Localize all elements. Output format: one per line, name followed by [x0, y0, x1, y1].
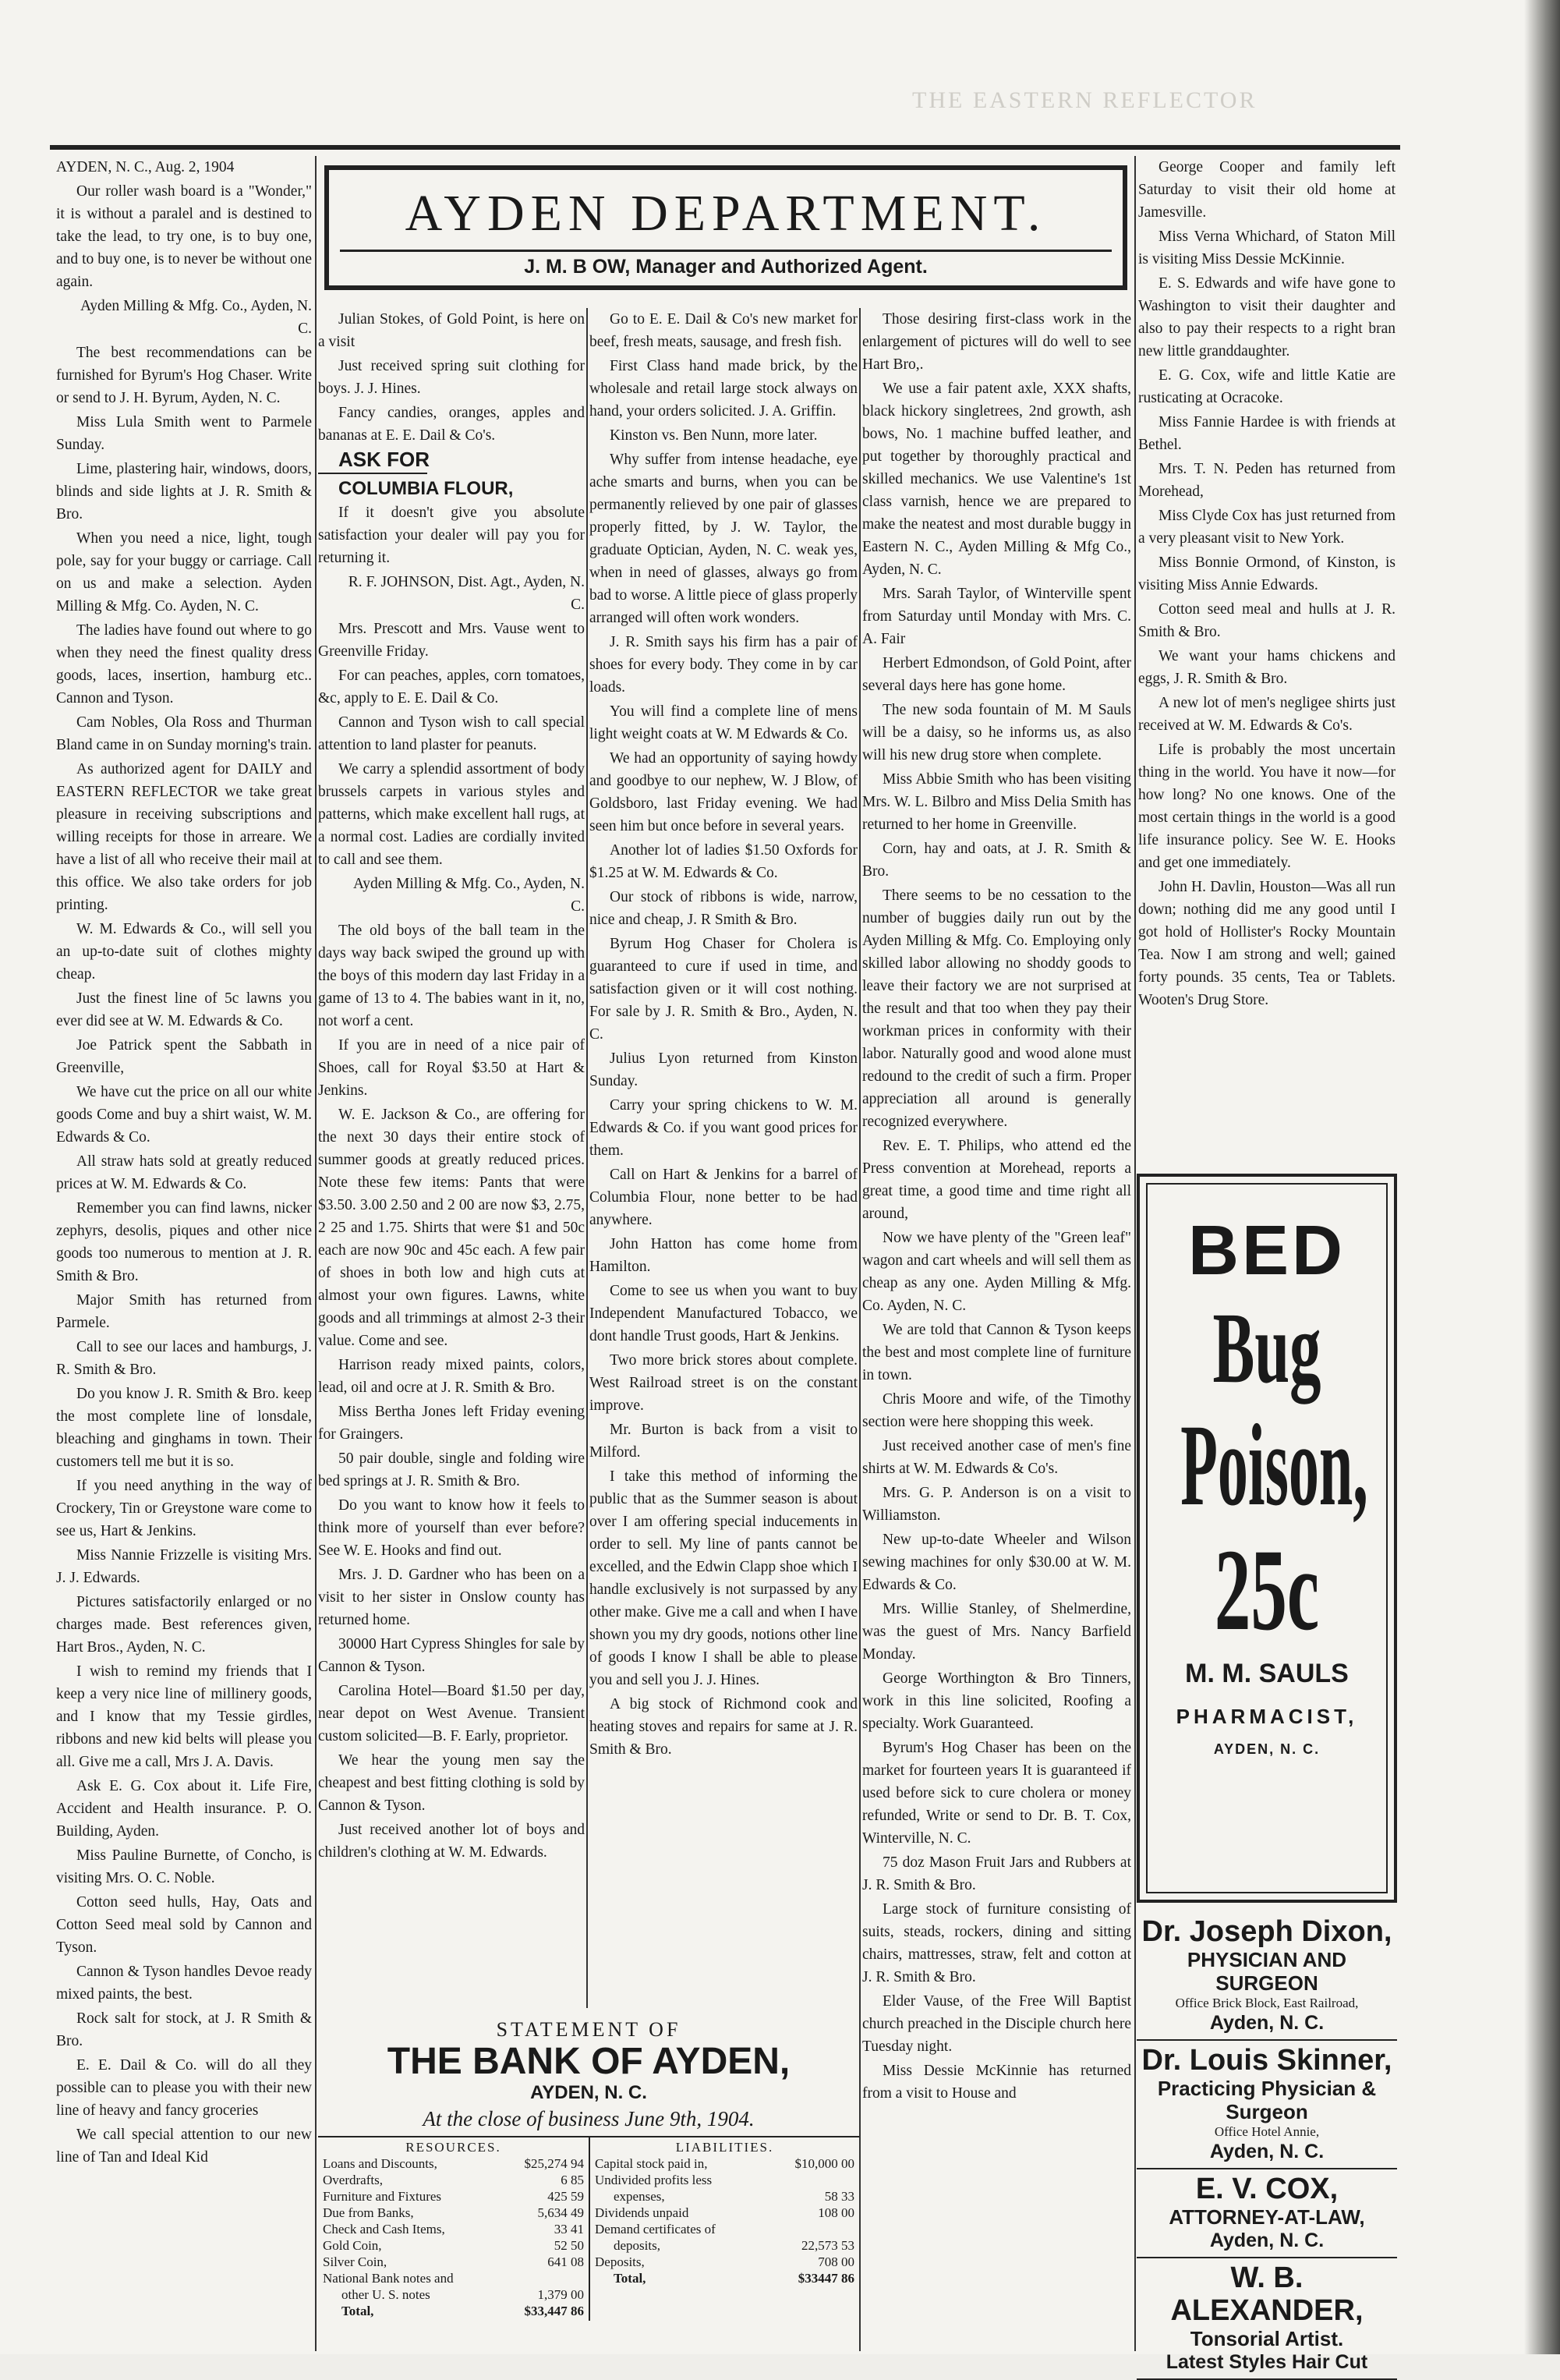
bed-bug-poison-ad	[1137, 1174, 1397, 1903]
bank-table	[318, 2136, 859, 2321]
news-item: Miss Bonnie Ormond, of Kinston, is visiting Miss Annie Edwards.	[1138, 554, 1396, 593]
table-row	[323, 2270, 584, 2286]
news-item: Call to see our laces and hamburgs, J. R. Smith & Bro.	[56, 1339, 312, 1378]
row-label: Due from Banks,	[323, 2205, 414, 2220]
row-amount: 52 50	[554, 2238, 584, 2253]
row-amount: 5,634 49	[537, 2205, 584, 2220]
row-amount: $10,000 00	[794, 2156, 854, 2171]
news-item: There seems to be no cessation to the number of buggies daily run out by the Ayden Milling & Mfg. Co. Employing only skilled labor allowing no shoddy goods to leave their factory we are not surprised at the result and that too when they pay their workman prices in conformity with their labor. Naturally good and wood alone must redound to the credit of such a firm. Proper appreciation all around is generally recognized everywhere.	[862, 887, 1131, 1130]
news-item: Fancy candies, oranges, apples and bananas at E. E. Dail & Co's.	[318, 405, 585, 444]
column-4	[862, 308, 1131, 2339]
table-row	[323, 2155, 584, 2172]
news-item: Lime, plastering hair, windows, doors, blinds and side lights at J. R. Smith & Bro.	[56, 461, 312, 522]
news-item: Elder Vause, of the Free Will Baptist church preached in the Disciple church here Tuesday night.	[862, 1993, 1131, 2055]
column-rule	[859, 308, 861, 2351]
row-label: National Bank notes and	[323, 2271, 454, 2286]
news-item: Mrs. Sarah Taylor, of Winterville spent from Saturday until Monday with Mrs. C. A. Fair	[862, 586, 1131, 647]
news-item: All straw hats sold at greatly reduced prices at W. M. Edwards & Co.	[56, 1153, 312, 1192]
news-item: We hear the young men say the cheapest and best fitting clothing is sold by Cannon & Tyson.	[318, 1752, 585, 1814]
news-item: Mrs. G. P. Anderson is on a visit to Williamston.	[862, 1485, 1131, 1524]
news-item: Chris Moore and wife, of the Timothy section were here shopping this week.	[862, 1391, 1131, 1430]
news-item: Two more brick stores about complete. West Railroad street is on the constant improve.	[589, 1352, 858, 1414]
bank-statement	[318, 2015, 859, 2354]
news-item: The ladies have found out where to go when they need the finest quality dress goods, laces, insertion, hamburg etc.. Cannon and Tyson.	[56, 622, 312, 707]
news-item: Pictures satisfactorily enlarged or no charges made. Best references given, Hart Bros., Ayden, N. C.	[56, 1594, 312, 1656]
masthead-rule	[340, 250, 1112, 252]
news-item: Our roller wash board is a "Wonder," it is without a paralel and is destined to take the lead, to try one, is to buy one, and to buy one, is to never be without one again.	[56, 183, 312, 290]
table-row	[323, 2172, 584, 2188]
news-item: If you need anything in the way of Crockery, Tin or Greystone ware come to see us, Hart & Jenkins.	[56, 1478, 312, 1539]
news-item: Herbert Edmondson, of Gold Point, after several days here has gone home.	[862, 655, 1131, 694]
news-item: We are told that Cannon & Tyson keeps the best and most complete line of furniture in town.	[862, 1322, 1131, 1383]
liabilities-column	[589, 2137, 859, 2321]
resources-column	[318, 2137, 589, 2321]
masthead	[324, 165, 1127, 290]
row-label: Check and Cash Items,	[323, 2222, 445, 2237]
news-item: E. G. Cox, wife and little Katie are rusticating at Ocracoke.	[1138, 367, 1396, 406]
row-amount: 22,573 53	[801, 2238, 854, 2253]
row-amount: 58 33	[824, 2189, 854, 2204]
news-item: Corn, hay and oats, at J. R. Smith & Bro.	[862, 841, 1131, 880]
news-item: Mrs. T. N. Peden has returned from Morehead,	[1138, 461, 1396, 500]
row-label: Capital stock paid in,	[595, 2156, 708, 2171]
news-item: Miss Bertha Jones left Friday evening for Graingers.	[318, 1404, 585, 1443]
news-item: New up-to-date Wheeler and Wilson sewing machines for only $30.00 at W. M. Edwards & Co.	[862, 1532, 1131, 1593]
news-item: R. F. JOHNSON, Dist. Agt., Ayden, N. C.	[348, 574, 585, 613]
row-label: other U. S. notes	[341, 2287, 430, 2302]
news-item: George Worthington & Bro Tinners, work in this line solicited, Roofing a specialty. Work Guaranteed.	[862, 1670, 1131, 1732]
news-item: Do you want to know how it feels to think more of yourself than ever before? See W. E. Hooks and find out.	[318, 1497, 585, 1559]
news-item: Miss Nannie Frizzelle is visiting Mrs. J. J. Edwards.	[56, 1547, 312, 1586]
row-label: Undivided profits less	[595, 2173, 713, 2187]
business-card	[1137, 2169, 1397, 2258]
table-row	[323, 2205, 584, 2221]
row-amount: 641 08	[547, 2254, 584, 2269]
news-item: Cotton seed hulls, Hay, Oats and Cotton Seed meal sold by Cannon and Tyson.	[56, 1894, 312, 1956]
news-item: Those desiring first-class work in the enlargement of pictures will do well to see Hart Bro,.	[862, 311, 1131, 373]
news-item: If it doesn't give you absolute satisfaction your dealer will pay you for returning it.	[318, 505, 585, 566]
total-row	[595, 2270, 854, 2286]
news-item: Julian Stokes, of Gold Point, is here on a visit	[318, 311, 585, 350]
news-item: I take this method of informing the public that as the Summer season is about over I am offering special inducements in order to sell. My line of pants cannot be excelled, and the Edwin Clapp shoe which I handle exclusively is not surpassed by any other make. Give me a call and when I have shown you my dry goods, notions other line of goods I know I shall be able to please you and sell you J. J. Hines.	[589, 1468, 858, 1688]
column-1	[56, 156, 312, 2339]
news-item: We want your hams chickens and eggs, J. R. Smith & Bro.	[1138, 648, 1396, 687]
news-item: Just received another lot of boys and children's clothing at W. M. Edwards.	[318, 1822, 585, 1861]
news-item: A new lot of men's negligee shirts just received at W. M. Edwards & Co's.	[1138, 695, 1396, 734]
row-amount: 108 00	[818, 2205, 854, 2220]
row-label: Deposits,	[595, 2254, 645, 2269]
news-item: First Class hand made brick, by the wholesale and retail large stock always on hand, your orders solicited. J. A. Griffin.	[589, 358, 858, 420]
news-item: Kinston vs. Ben Nunn, more later.	[610, 427, 818, 444]
bank-name: THE BANK OF AYDEN,	[387, 2041, 791, 2082]
news-item: Carry your spring chickens to W. M. Edwards & Co. if you want good prices for them.	[589, 1097, 858, 1159]
table-row	[323, 2221, 584, 2237]
news-item: Just received spring suit clothing for boys. J. J. Hines.	[318, 358, 585, 397]
news-item: W. M. Edwards & Co., will sell you an up-to-date suit of clothes mighty cheap.	[56, 921, 312, 983]
news-item: A big stock of Richmond cook and heating stoves and repairs for same at J. R. Smith & Bro.	[589, 1696, 858, 1758]
news-item: Large stock of furniture consisting of suits, steads, rockers, dining and sitting chairs, mattresses, straw, felt and cotton at J. R. Smith & Bro.	[862, 1901, 1131, 1985]
news-item: Carolina Hotel—Board $1.50 per day, near depot on West Avenue. Transient custom solicited—B. F. Early, proprietor.	[318, 1683, 585, 1744]
card-name: Dr. Louis Skinner,	[1141, 2044, 1392, 2077]
news-item: Mrs. Prescott and Mrs. Vause went to Greenville Friday.	[318, 621, 585, 660]
card-title: PHYSICIAN AND SURGEON	[1187, 1948, 1347, 1995]
news-item: Cam Nobles, Ola Ross and Thurman Bland came in on Sunday morning's train.	[56, 714, 312, 753]
column-rule	[1134, 156, 1136, 2351]
table-row	[323, 2237, 584, 2254]
news-item: Cotton seed meal and hulls at J. R. Smith & Bro.	[1138, 601, 1396, 640]
news-item: W. E. Jackson & Co., are offering for the next 30 days their entire stock of summer goods at greatly reduced prices. Note these few items: Pants that were $3.50. 3.00 2.50 and 2 00 are now $3, 2.75, 2 25 and 1.75. Shirts that were $1 and 50c each are now 90c and 45c each. A few pair of shoes in both low and high cuts at almost your own figures. Lawns, white goods and all trimmings at almost 2-3 their value. Come and see.	[318, 1107, 585, 1349]
business-cards	[1137, 1912, 1397, 2373]
news-item: The new soda fountain of M. M Sauls will be a daisy, so he informs us, as also will his new drug store when complete.	[862, 702, 1131, 763]
news-item: Miss Pauline Burnette, of Concho, is visiting Mrs. O. C. Noble.	[56, 1847, 312, 1886]
table-row	[323, 2286, 584, 2303]
card-address: Ayden, N. C.	[1209, 2229, 1325, 2251]
row-amount	[522, 2270, 584, 2286]
resources-header: RESOURCES.	[405, 2140, 501, 2155]
ad-word-bug: Bug	[1212, 1292, 1321, 1404]
card-address: Ayden, N. C.	[1209, 2012, 1325, 2034]
ad-seller-title: PHARMACIST,	[1176, 1705, 1358, 1728]
news-item: The best recommendations can be furnished for Byrum's Hog Chaser. Write or send to J. H. Byrum, Ayden, N. C.	[56, 345, 312, 406]
table-row	[595, 2237, 854, 2254]
ad-heading: ASK FOR	[338, 448, 430, 471]
news-item: Byrum's Hog Chaser has been on the market for fourteen years It is guaranteed if used before sick to cure cholera or money refunded, Write or send to Dr. B. T. Cox, Winterville, N. C.	[862, 1740, 1131, 1847]
news-item: Miss Clyde Cox has just returned from a very pleasant visit to New York.	[1138, 508, 1396, 547]
news-item: Miss Verna Whichard, of Staton Mill is visiting Miss Dessie McKinnie.	[1138, 228, 1396, 267]
row-amount	[792, 2221, 854, 2237]
top-rule	[50, 145, 1400, 150]
ghost-header: THE EASTERN REFLECTOR	[912, 87, 1258, 113]
news-item: 75 doz Mason Fruit Jars and Rubbers at J. R. Smith & Bro.	[862, 1854, 1131, 1893]
table-row	[595, 2254, 854, 2270]
row-label: Dividends unpaid	[595, 2205, 689, 2220]
news-item: Now we have plenty of the "Green leaf" wagon and cart wheels and will sell them as cheap as any one. Ayden Milling & Mfg. Co. Ayden, N. C.	[862, 1230, 1131, 1314]
bank-date-line: At the close of business June 9th, 1904.	[423, 2107, 755, 2130]
row-label: expenses,	[614, 2189, 665, 2204]
news-item: Major Smith has returned from Parmele.	[56, 1292, 312, 1331]
news-item: Ask E. G. Cox about it. Life Fire, Accident and Health insurance. P. O. Building, Ayden.	[56, 1778, 312, 1840]
ad-seller: M. M. SAULS	[1185, 1659, 1349, 1688]
row-label: Total,	[614, 2271, 646, 2286]
bank-location: AYDEN, N. C.	[530, 2082, 647, 2103]
news-item: E. S. Edwards and wife have gone to Washington to visit their daughter and also to pay their respects to a right bran new little granddaughter.	[1138, 275, 1396, 359]
card-title: ATTORNEY-AT-LAW,	[1169, 2205, 1365, 2229]
total-row	[323, 2303, 584, 2319]
news-item: For can peaches, apples, corn tomatoes, &c, apply to E. E. Dail & Co.	[318, 668, 585, 707]
news-item: Miss Lula Smith went to Parmele Sunday.	[56, 414, 312, 453]
table-row	[595, 2155, 854, 2172]
card-name: Dr. Joseph Dixon,	[1141, 1915, 1392, 1948]
news-item: We had an opportunity of saying howdy and goodbye to our nephew, W. J Blow, of Goldsboro, last Friday evening. We had seen him but once before in several years.	[589, 750, 858, 834]
news-item: I wish to remind my friends that I keep a very nice line of millinery goods, and I know that my Tessie girdles, ribbons and new kid belts will please you all. Give me a call, Mrs J. A. Davis.	[56, 1663, 312, 1770]
card-sub: Office Hotel Annie,	[1214, 2124, 1320, 2139]
column-5	[1138, 156, 1396, 1224]
ad-subheading: COLUMBIA FLOUR,	[338, 478, 514, 499]
news-item: You will find a complete line of mens light weight coats at W. M Edwards & Co.	[589, 703, 858, 742]
news-item: Mrs. J. D. Gardner who has been on a visit to her sister in Onslow county has returned home.	[318, 1567, 585, 1628]
card-sub: Office Brick Block, East Railroad,	[1175, 1996, 1359, 2010]
column-3	[589, 308, 858, 2008]
business-card	[1137, 1912, 1397, 2041]
row-label: deposits,	[614, 2238, 660, 2253]
news-item: Miss Abbie Smith who has been visiting Mrs. W. L. Bilbro and Miss Delia Smith has returned to her home in Greenville.	[862, 771, 1131, 833]
news-item: If you are in need of a nice pair of Shoes, call for Royal $3.50 at Hart & Jenkins.	[318, 1037, 585, 1099]
news-item: J. R. Smith says his firm has a pair of shoes for every body. They come in by car loads.	[589, 634, 858, 696]
news-item: Come to see us when you want to buy Independent Manufactured Tobacco, we dont handle Trust goods, Hart & Jenkins.	[589, 1283, 858, 1344]
masthead-title: AYDEN DEPARTMENT.	[405, 185, 1047, 242]
row-amount: 708 00	[818, 2254, 854, 2269]
news-item: We use a fair patent axle, XXX shafts, black hickory singletrees, 2nd growth, ash bows, No. 1 machine buffed leather, and put together by thoroughly practical and skilled mechanics. We use Valentine's 1st class varnish, hence we are prepared to make the neatest and most durable buggy in Eastern N. C., Ayden Milling & Mfg Co., Ayden, N. C.	[862, 381, 1131, 578]
masthead-subtitle: J. M. B OW, Manager and Authorized Agent.	[524, 256, 928, 278]
news-item: John H. Davlin, Houston—Was all run down; nothing did me any good until I got hold of Hollister's Rocky Mountain Tea. Now I am strong and well; gained forty pounds. 35 cents, Tea or Tablets. Wooten's Drug Store.	[1138, 879, 1396, 1008]
card-title: Tonsorial Artist.	[1190, 2327, 1344, 2350]
news-item: Rev. E. T. Philips, who attend ed the Press convention at Morehead, reports a great time, a good time and time right all around,	[862, 1138, 1131, 1222]
business-card	[1137, 2258, 1397, 2380]
card-address: Ayden, N. C.	[1209, 2141, 1325, 2162]
row-amount: $25,274 94	[524, 2156, 584, 2171]
ad-seller-place: AYDEN, N. C.	[1213, 1741, 1321, 1757]
row-amount: 6 85	[561, 2173, 584, 2187]
liabilities-header: LIABILITIES.	[675, 2140, 774, 2155]
row-label: Demand certificates of	[595, 2222, 716, 2237]
news-item: Byrum Hog Chaser for Cholera is guaranteed to cure if used in time, and satisfaction given or it will cost nothing. For sale by J. R. Smith & Bro., Ayden, N. C.	[589, 936, 858, 1043]
row-label: Silver Coin,	[323, 2254, 387, 2269]
row-amount: $33447 86	[798, 2271, 854, 2286]
news-item: Miss Fannie Hardee is with friends at Bethel.	[1138, 414, 1396, 453]
news-item: As authorized agent for DAILY and EASTERN REFLECTOR we take great pleasure in receiving subscriptions and willing receipts for those in arreare. We have a list of all who receive their mail at this office. We also take orders for job printing.	[56, 761, 312, 913]
news-item: E. E. Dail & Co. will do all they possible can to please you with their new line of heavy and fancy groceries	[56, 2057, 312, 2119]
news-item: Cannon and Tyson wish to call special attention to land plaster for peanuts.	[318, 714, 585, 753]
news-item: The old boys of the ball team in the days way back swiped the ground up with the boys of this modern day last Friday in a game of 13 to 4. The babies want in it, no, not worf a cent.	[318, 923, 585, 1029]
column-rule	[315, 156, 317, 2351]
news-item: George Cooper and family left Saturday to visit their old home at Jamesville.	[1138, 159, 1396, 221]
row-label: Total,	[341, 2304, 374, 2318]
news-item: Ayden Milling & Mfg. Co., Ayden, N. C.	[80, 298, 312, 337]
table-row	[595, 2172, 854, 2188]
news-item: Ayden Milling & Mfg. Co., Ayden, N. C.	[352, 876, 585, 915]
news-item: 50 pair double, single and folding wire bed springs at J. R. Smith & Bro.	[318, 1450, 585, 1489]
news-item: Go to E. E. Dail & Co's new market for beef, fresh meats, sausage, and fresh fish.	[589, 311, 858, 350]
news-item: We call special attention to our new line of Tan and Ideal Kid	[56, 2127, 312, 2166]
news-item: We have cut the price on all our white goods Come and buy a shirt waist, W. M. Edwards & Co.	[56, 1084, 312, 1146]
row-amount: $33,447 86	[524, 2304, 584, 2318]
news-item: Remember you can find lawns, nicker zephyrs, desolis, piques and other nice goods too numerous to mention at J. R. Smith & Bro.	[56, 1200, 312, 1284]
row-amount: 425 59	[547, 2189, 584, 2204]
news-item: Miss Dessie McKinnie has returned from a visit to House and	[862, 2063, 1131, 2102]
row-amount	[792, 2172, 854, 2188]
ad-price: 25c	[1214, 1525, 1320, 1655]
news-item: Mrs. Willie Stanley, of Shelmerdine, was the guest of Mrs. Nancy Barfield Monday.	[862, 1601, 1131, 1663]
ad-inner-border	[1146, 1183, 1388, 1893]
dateline: AYDEN, N. C., Aug. 2, 1904	[56, 159, 235, 175]
row-label: Furniture and Fixtures	[323, 2189, 442, 2204]
row-label: Loans and Discounts,	[323, 2156, 437, 2171]
card-address: Latest Styles Hair Cut	[1166, 2351, 1368, 2373]
news-item: Why suffer from intense headache, eye ache smarts and burns, when you can be permanently relieved by one pair of glasses properly fitted, by J. W. Taylor, the graduate Optician, Ayden, N. C. weak yes, when in need of glasses, always go from bad to worse. A little piece of glass properly arranged will often work wonders.	[589, 452, 858, 626]
bank-heading-1: STATEMENT OF	[496, 2018, 681, 2041]
table-row	[323, 2188, 584, 2205]
column-2	[318, 308, 585, 2008]
news-item: John Hatton has come home from Hamilton.	[589, 1236, 858, 1275]
table-row	[323, 2254, 584, 2270]
news-item: Life is probably the most uncertain thing in the world. You have it now—for how long? No one knows. One of the most certain things in the world is a good life insurance policy. See W. E. Hooks and get one immediately.	[1138, 742, 1396, 871]
table-row	[595, 2188, 854, 2205]
news-item: Just the finest line of 5c lawns you ever did see at W. M. Edwards & Co.	[56, 990, 312, 1029]
news-item: 30000 Hart Cypress Shingles for sale by Cannon & Tyson.	[318, 1636, 585, 1675]
ad-rule	[318, 473, 427, 474]
news-item: Just received another case of men's fine shirts at W. M. Edwards & Co's.	[862, 1438, 1131, 1477]
news-item: Another lot of ladies $1.50 Oxfords for $1.25 at W. M. Edwards & Co.	[589, 842, 858, 881]
news-item: Do you know J. R. Smith & Bro. keep the most complete line of lonsdale, bleaching and ginghams in town. Their customers tell me but it is so.	[56, 1386, 312, 1470]
row-amount: 1,379 00	[537, 2287, 584, 2302]
table-row	[595, 2205, 854, 2221]
news-item: Julius Lyon returned from Kinston Sunday.	[589, 1050, 858, 1089]
news-item: Our stock of ribbons is wide, narrow, nice and cheap, J. R Smith & Bro.	[589, 889, 858, 928]
news-item: We carry a splendid assortment of body brussels carpets in various styles and patterns, which make excellent hall rugs, at a normal cost. Ladies are cordially invited to call and see them.	[318, 761, 585, 868]
column-rule	[586, 308, 588, 2008]
row-label: Overdrafts,	[323, 2173, 383, 2187]
news-item: Cannon & Tyson handles Devoe ready mixed paints, the best.	[56, 1964, 312, 2003]
card-name: E. V. COX,	[1195, 2173, 1339, 2205]
ad-word-bed: BED	[1187, 1212, 1346, 1290]
card-title: Practicing Physician & Surgeon	[1157, 2077, 1377, 2123]
news-item: Joe Patrick spent the Sabbath in Greenville,	[56, 1037, 312, 1076]
ad-word-poison: Poison,	[1180, 1401, 1368, 1530]
row-label: Gold Coin,	[323, 2238, 382, 2253]
news-item: Mr. Burton is back from a visit to Milford.	[589, 1422, 858, 1461]
table-row	[595, 2221, 854, 2237]
business-card	[1137, 2041, 1397, 2169]
news-item: Rock salt for stock, at J. R Smith & Bro.	[56, 2010, 312, 2049]
card-name: W. B. ALEXANDER,	[1170, 2261, 1364, 2327]
news-item: Call on Hart & Jenkins for a barrel of Columbia Flour, none better to be had anywhere.	[589, 1167, 858, 1228]
news-item: Harrison ready mixed paints, colors, lead, oil and ocre at J. R. Smith & Bro.	[318, 1357, 585, 1396]
page-edge-shadow	[1524, 0, 1560, 2354]
row-amount: 33 41	[554, 2222, 584, 2237]
news-item: When you need a nice, light, tough pole, say for your buggy or carriage. Call on us and make a selection. Ayden Milling & Mfg. Co. Ayden, N. C.	[56, 530, 312, 614]
